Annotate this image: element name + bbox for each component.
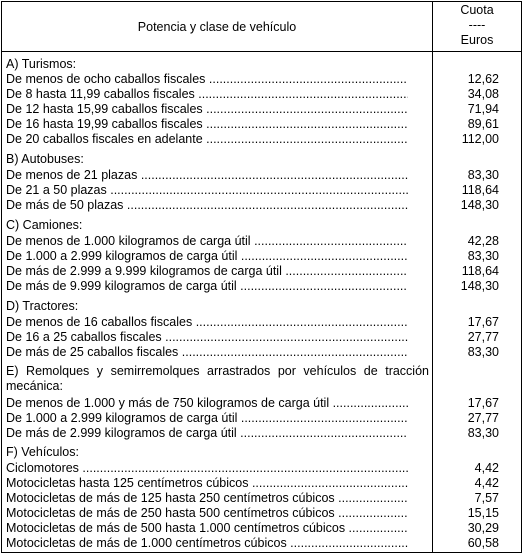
table-row xyxy=(2,411,521,426)
row-value: 4,42 xyxy=(474,476,499,490)
row-value: 27,77 xyxy=(467,411,499,425)
row-label: Ciclomotores ..... xyxy=(6,461,408,476)
row-label: De menos de 1.000 kilogramos de carga útil ..... xyxy=(6,234,408,249)
table-row xyxy=(2,198,521,213)
section-title-vehiculos: F) Vehículos: xyxy=(6,445,79,459)
row-value: 4,42 xyxy=(474,461,499,475)
row-value: 34,08 xyxy=(467,87,499,101)
row-value: 30,29 xyxy=(467,521,499,535)
row-value: 15,15 xyxy=(467,506,499,520)
table-row xyxy=(2,249,521,264)
section-title-turismos: A) Turismos: xyxy=(6,57,77,71)
table-row xyxy=(2,476,521,491)
row-value: 60,58 xyxy=(467,536,499,550)
row-label: De 1.000 a 2.999 kilogramos de carga útil ..... xyxy=(6,249,408,264)
section-title-tractores: D) Tractores: xyxy=(6,299,79,313)
header-divider xyxy=(2,51,521,52)
section-title-line: E) Remolques y semirremolques arrastrados por vehículos de tracción xyxy=(6,364,429,378)
row-label: De 12 hasta 15,99 caballos fiscales ..... xyxy=(6,102,408,117)
table-row xyxy=(2,330,521,345)
row-label: Motocicletas hasta 125 centímetros cúbicos ..... xyxy=(6,476,408,491)
table-row xyxy=(2,264,521,279)
table-row xyxy=(2,491,521,506)
row-value: 17,67 xyxy=(467,396,499,410)
table-row xyxy=(2,521,521,536)
table-row xyxy=(2,117,521,132)
row-value: 83,30 xyxy=(467,345,499,359)
header-concept: Potencia y clase de vehículo xyxy=(137,19,297,34)
row-label: Motocicletas de más de 125 hasta 250 centímetros cúbicos ..... xyxy=(6,491,408,506)
table-row xyxy=(2,506,521,521)
section-title-camiones: C) Camiones: xyxy=(6,218,83,232)
row-value: 83,30 xyxy=(467,168,499,182)
row-value: 148,30 xyxy=(460,198,499,212)
row-value: 42,28 xyxy=(467,234,499,248)
row-label: De menos de ocho caballos fiscales ..... xyxy=(6,72,408,87)
row-label: De 20 caballos fiscales en adelante ..... xyxy=(6,132,408,147)
row-value: 148,30 xyxy=(460,279,499,293)
row-label: De menos de 1.000 y más de 750 kilogramos de carga útil ..... xyxy=(6,396,408,411)
table-row xyxy=(2,345,521,360)
row-value: 27,77 xyxy=(467,330,499,344)
row-label: Motocicletas de más de 250 hasta 500 centímetros cúbicos ..... xyxy=(6,506,408,521)
table-row xyxy=(2,102,521,117)
section-title-line: mecánica: xyxy=(6,379,63,393)
table-row xyxy=(2,72,521,87)
row-value: 12,62 xyxy=(467,72,499,86)
row-label: Motocicletas de más de 500 hasta 1.000 centímetros cúbicos ..... xyxy=(6,521,408,536)
header-cuota-label: Cuota xyxy=(460,3,494,17)
row-label: De más de 9.999 kilogramos de carga útil ..... xyxy=(6,279,408,294)
row-label: De 1.000 a 2.999 kilogramos de carga útil ..... xyxy=(6,411,408,426)
table-row xyxy=(2,168,521,183)
row-value: 83,30 xyxy=(467,249,499,263)
header-cuota-dashes: ---- xyxy=(468,18,486,32)
table-row xyxy=(2,315,521,330)
tax-table xyxy=(1,1,522,553)
table-row xyxy=(2,183,521,198)
table-row xyxy=(2,132,521,147)
table-row xyxy=(2,279,521,294)
table-row xyxy=(2,87,521,102)
table-row xyxy=(2,234,521,249)
row-label: De menos de 16 caballos fiscales ..... xyxy=(6,315,408,330)
row-label: De más de 50 plazas ..... xyxy=(6,198,408,213)
row-value: 17,67 xyxy=(467,315,499,329)
row-label: De menos de 21 plazas ..... xyxy=(6,168,408,183)
row-label: De 21 a 50 plazas ..... xyxy=(6,183,408,198)
header-cuota-unit: Euros xyxy=(460,33,494,47)
table-row xyxy=(2,536,521,551)
row-value: 112,00 xyxy=(461,132,499,146)
row-label: De 16 a 25 caballos fiscales ..... xyxy=(6,330,408,345)
row-label: De 8 hasta 11,99 caballos fiscales ..... xyxy=(6,87,408,102)
row-label: De 16 hasta 19,99 caballos fiscales ..... xyxy=(6,117,408,132)
section-title-remolques xyxy=(6,364,429,394)
row-value: 89,61 xyxy=(467,117,499,131)
row-label: Motocicletas de más de 1.000 centímetros cúbicos ..... xyxy=(6,536,408,551)
row-value: 118,64 xyxy=(461,183,499,197)
row-value: 7,57 xyxy=(474,491,499,505)
row-value: 118,64 xyxy=(461,264,499,278)
section-title-autobuses: B) Autobuses: xyxy=(6,152,84,166)
row-label: De más de 25 caballos fiscales ..... xyxy=(6,345,408,360)
row-label: De más de 2.999 kilogramos de carga útil ..... xyxy=(6,426,408,441)
header-cuota xyxy=(433,3,521,51)
table-row xyxy=(2,396,521,411)
table-row xyxy=(2,426,521,441)
row-value: 83,30 xyxy=(467,426,499,440)
row-value: 71,94 xyxy=(467,102,499,116)
table-row xyxy=(2,461,521,476)
row-label: De más de 2.999 a 9.999 kilogramos de carga útil ..... xyxy=(6,264,408,279)
